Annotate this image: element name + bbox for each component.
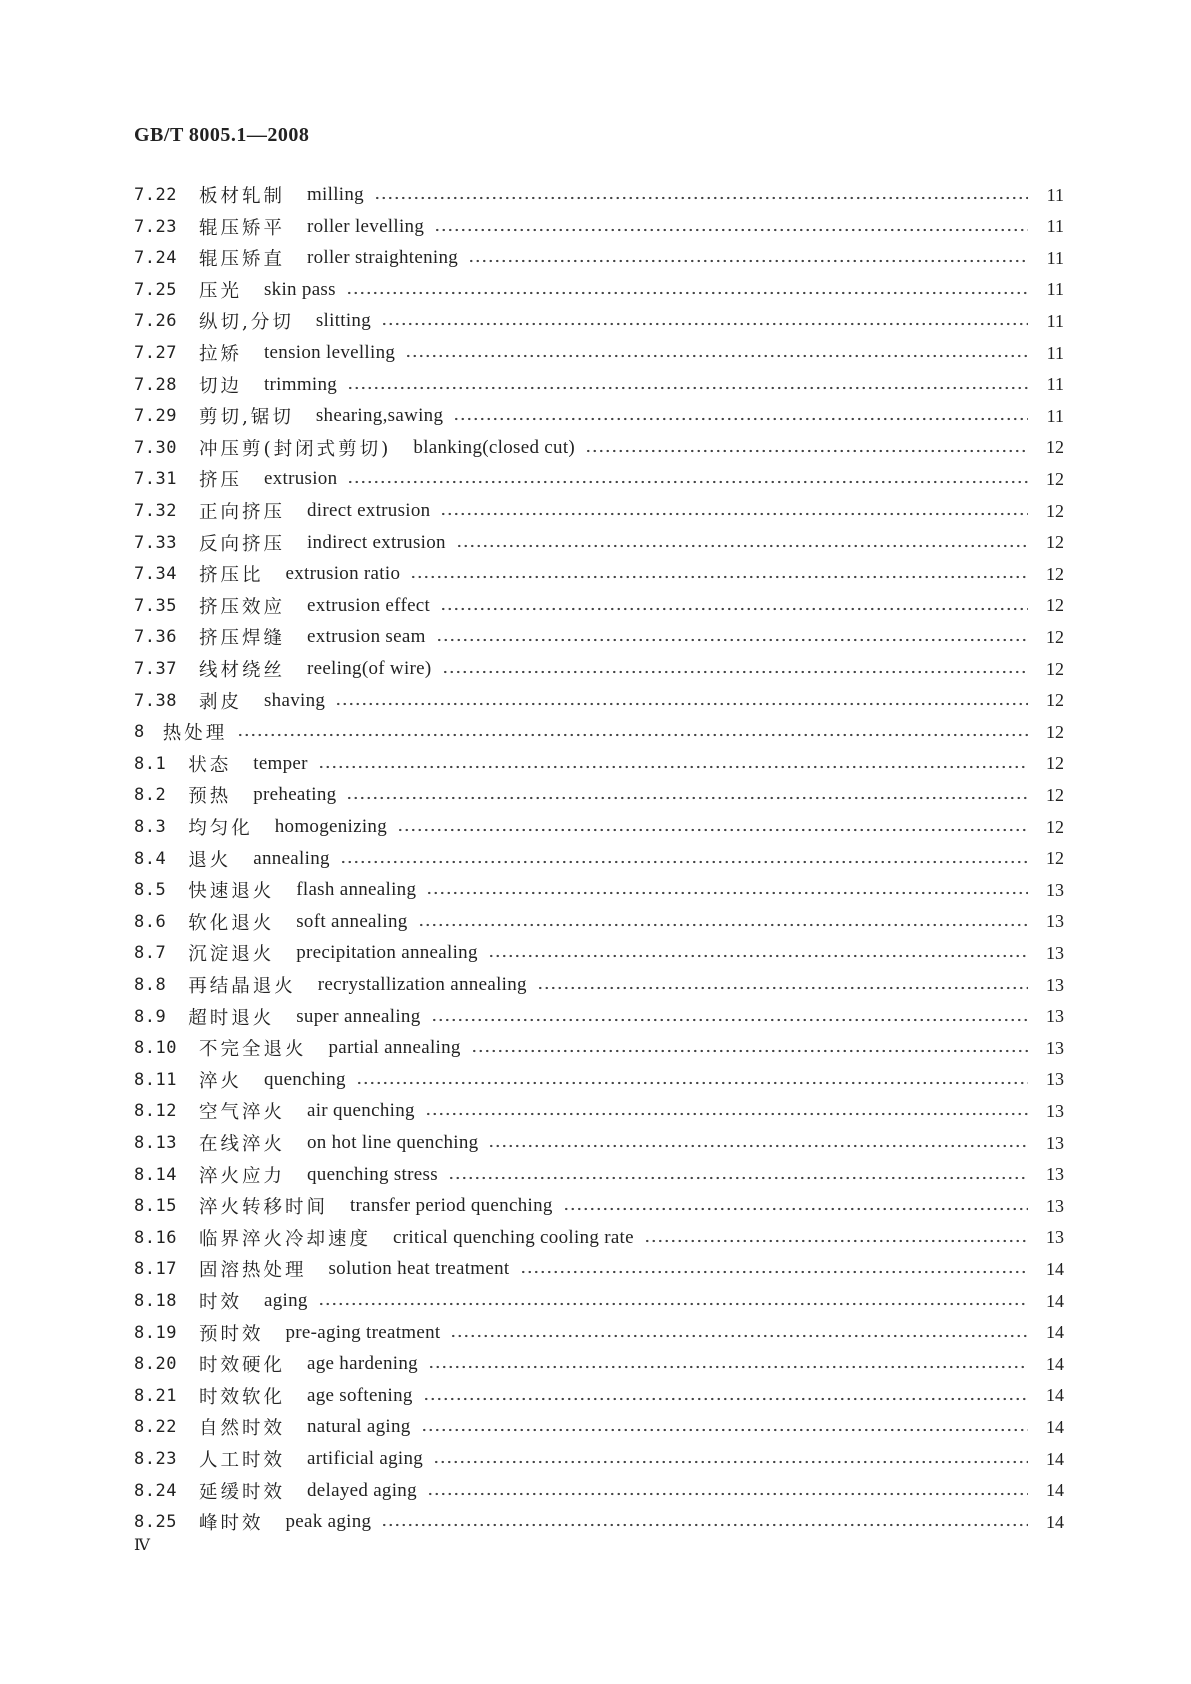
toc-page-number: 13 [1046,1227,1064,1248]
page-number: Ⅳ [134,1537,150,1554]
toc-page-number: 12 [1046,721,1064,742]
toc-clause-number: 7.35 [134,595,177,616]
toc-dot-leader [347,383,1028,393]
toc-chinese-term: 临界淬火冷却速度 [198,1228,371,1250]
toc-chinese-term: 淬火 [198,1070,242,1092]
toc-clause-number: 7.32 [134,501,177,521]
toc-dot-leader [418,920,1028,930]
toc-row [134,1476,1064,1506]
toc-chinese-term: 热处理 [162,723,228,745]
toc-english-term: precipitation annealing [296,942,478,964]
toc-clause-number: 8.17 [134,1259,177,1280]
toc-dot-leader [335,699,1028,709]
toc-clause-number: 8.1 [134,753,167,774]
toc-english-term: critical quenching cooling rate [392,1226,634,1248]
toc-row [134,433,1064,463]
toc-page-number: 12 [1046,626,1064,647]
toc-page-number: 14 [1046,1480,1064,1501]
toc-english-term: shaving [263,689,326,711]
toc-english-term: quenching [263,1068,346,1090]
toc-clause-number: 8.8 [134,975,167,995]
toc-english-term: solution heat treatment [328,1258,510,1280]
toc-dot-leader [318,762,1028,772]
toc-chinese-term: 挤压焊缝 [198,628,285,650]
toc-dot-leader [423,1394,1028,1404]
toc-english-term: peak aging [285,1511,372,1533]
toc-english-term: roller straightening [306,247,459,269]
toc-dot-leader [381,319,1028,329]
toc-clause-number: 8.22 [134,1417,177,1438]
toc-clause-number: 7.29 [134,406,177,427]
toc-english-term: aging [263,1290,308,1311]
toc-row [134,338,1064,368]
toc-page-number: 13 [1046,1069,1064,1090]
toc-english-term: pre-aging treatment [285,1321,441,1343]
toc-dot-leader [450,1331,1028,1341]
toc-clause-number: 8.15 [134,1196,177,1217]
toc-page-number: 13 [1046,1164,1064,1185]
toc-row [134,749,1064,779]
toc-dot-leader [537,983,1028,993]
toc-page-number: 12 [1046,753,1064,774]
toc-clause-number: 8.13 [134,1133,177,1153]
toc-english-term: direct extrusion [306,500,431,521]
toc-page-number: 12 [1046,595,1064,616]
toc-english-term: delayed aging [306,1479,417,1501]
toc-page-number: 13 [1046,1132,1064,1153]
toc-page-number: 12 [1046,532,1064,553]
toc-clause-number: 8.14 [134,1164,177,1185]
toc-english-term: flash annealing [296,879,417,901]
toc-clause-number: 7.22 [134,185,177,205]
toc-dot-leader [520,1267,1029,1277]
toc-clause-number: 8.23 [134,1449,177,1469]
toc-english-term: extrusion seam [306,626,426,648]
toc-page-number: 13 [1046,1195,1064,1216]
toc-english-term: extrusion ratio [285,563,401,585]
toc-row [134,1507,1064,1537]
toc-chinese-term: 纵切,分切 [198,312,294,334]
toc-clause-number: 7.25 [134,279,177,300]
toc-dot-leader [431,1015,1029,1025]
toc-clause-number: 7.36 [134,627,177,648]
toc-clause-number: 7.34 [134,564,177,585]
toc-row [134,780,1064,810]
toc-row [134,1160,1064,1190]
toc-chinese-term: 时效硬化 [198,1355,285,1377]
toc-page-number: 11 [1046,184,1064,205]
toc-dot-leader [425,1109,1028,1119]
toc-row [134,1381,1064,1411]
toc-clause-number: 8.3 [134,817,167,837]
toc-chinese-term: 剥皮 [198,691,242,713]
toc-clause-number: 8.12 [134,1101,177,1122]
toc-dot-leader [563,1204,1028,1214]
toc-chinese-term: 时效 [198,1292,242,1313]
toc-english-term: indirect extrusion [306,531,446,553]
toc-chinese-term: 切边 [198,375,242,397]
toc-row [134,212,1064,242]
toc-clause-number: 7.37 [134,659,177,679]
toc-chinese-term: 均匀化 [188,818,253,839]
toc-row [134,1286,1064,1316]
toc-clause-number: 8.18 [134,1291,177,1311]
toc-clause-number: 7.28 [134,374,177,395]
toc-chinese-term: 峰时效 [198,1513,264,1535]
toc-row [134,496,1064,526]
toc-chinese-term: 沉淀退火 [188,944,275,966]
toc-chinese-term: 超时退火 [188,1007,275,1029]
toc-chapter-row [134,717,1064,747]
toc-english-term: artificial aging [306,1448,424,1469]
toc-page-number: 12 [1046,658,1064,679]
toc-dot-leader [585,446,1028,456]
toc-english-term: transfer period quenching [349,1195,553,1217]
toc-page-number: 12 [1046,690,1064,711]
toc-chinese-term: 淬火转移时间 [198,1197,328,1219]
toc-dot-leader [347,477,1028,487]
toc-row [134,844,1064,874]
toc-row [134,970,1064,1000]
toc-chinese-term: 固溶热处理 [198,1260,307,1282]
toc-dot-leader [488,1141,1028,1151]
toc-row [134,180,1064,210]
toc-page-number: 11 [1046,342,1064,363]
toc-dot-leader [427,1489,1028,1499]
toc-dot-leader [318,1299,1028,1309]
toc-page-number: 11 [1046,216,1064,237]
toc-clause-number: 8.20 [134,1354,177,1375]
toc-clause-number: 8.4 [134,848,167,869]
toc-chinese-term: 状态 [188,754,232,776]
toc-chinese-term: 预热 [188,786,232,808]
toc-chinese-term: 辊压矫平 [198,217,285,239]
toc-chinese-term: 挤压 [198,470,242,492]
toc-page-number: 13 [1046,1037,1064,1058]
toc-dot-leader [381,1520,1028,1530]
toc-page-number: 13 [1046,1100,1064,1121]
toc-chinese-term: 压光 [198,280,242,302]
toc-row [134,1223,1064,1253]
toc-page-number: 12 [1046,500,1064,521]
toc-english-term: natural aging [306,1416,411,1438]
toc-clause-number: 8.10 [134,1038,177,1059]
toc-chinese-term: 快速退火 [188,881,275,903]
toc-dot-leader [436,635,1028,645]
toc-english-term: on hot line quenching [306,1132,479,1153]
toc-page-number: 11 [1046,374,1064,395]
toc-english-term: age softening [306,1384,413,1406]
toc-page-number: 14 [1046,1353,1064,1374]
toc-english-term: slitting [315,310,372,332]
toc-page-number: 13 [1046,1006,1064,1027]
toc-dot-leader [426,888,1028,898]
toc-page-number: 13 [1046,879,1064,900]
toc-dot-leader [346,288,1028,298]
toc-row [134,559,1064,589]
toc-chinese-term: 延缓时效 [198,1481,285,1503]
toc-row [134,591,1064,621]
toc-row [134,401,1064,431]
toc-page-number: 11 [1046,247,1064,268]
toc-clause-number: 7.24 [134,248,177,269]
toc-row [134,1002,1064,1032]
toc-page-number: 14 [1046,1416,1064,1437]
toc-page-number: 14 [1046,1258,1064,1279]
toc-row [134,1254,1064,1284]
standard-code-header: GB/T 8005.1—2008 [134,124,310,146]
toc-english-term: preheating [253,784,337,806]
toc-row [134,686,1064,716]
toc-row [134,1033,1064,1063]
toc-page-number: 12 [1046,816,1064,837]
toc-clause-number: 8.25 [134,1512,177,1533]
toc-chinese-term: 时效软化 [198,1386,285,1408]
toc-clause-number: 7.30 [134,437,177,458]
toc-row [134,1318,1064,1348]
toc-row [134,875,1064,905]
toc-page-number: 14 [1046,1290,1064,1311]
toc-english-term: homogenizing [274,816,388,837]
toc-clause-number: 8.9 [134,1006,167,1027]
toc-dot-leader [440,509,1028,519]
toc-chinese-term: 冲压剪(封闭式剪切) [198,438,392,460]
toc-chinese-term: 退火 [188,849,232,871]
toc-english-term: milling [306,184,364,205]
toc-dot-leader [374,193,1028,203]
toc-english-term: blanking(closed cut) [413,436,576,458]
toc-dot-leader [428,1362,1028,1372]
toc-row [134,528,1064,558]
toc-page-number: 13 [1046,974,1064,995]
toc-row [134,907,1064,937]
toc-clause-number: 8 [134,722,145,743]
toc-page-number: 12 [1046,563,1064,584]
toc-row [134,464,1064,494]
toc-row [134,1349,1064,1379]
toc-page-number: 13 [1046,911,1064,932]
toc-english-term: shearing,sawing [315,405,444,427]
toc-dot-leader [442,667,1028,677]
toc-row [134,938,1064,968]
toc-dot-leader [410,572,1028,582]
toc-english-term: recrystallization annealing [317,974,527,995]
toc-row [134,812,1064,842]
toc-row [134,1128,1064,1158]
toc-dot-leader [453,414,1028,424]
toc-chinese-term: 反向挤压 [198,533,285,555]
toc-row [134,654,1064,684]
toc-english-term: reeling(of wire) [306,658,432,679]
toc-chinese-term: 拉矫 [198,344,242,365]
toc-chinese-term: 人工时效 [198,1450,285,1471]
toc-english-term: super annealing [296,1005,421,1027]
toc-row [134,622,1064,652]
toc-dot-leader [434,225,1028,235]
toc-clause-number: 7.23 [134,216,177,237]
toc-page-number: 14 [1046,1385,1064,1406]
toc-english-term: partial annealing [328,1037,461,1059]
toc-page-number: 14 [1046,1448,1064,1469]
toc-clause-number: 8.2 [134,785,167,806]
toc-page-number: 11 [1046,279,1064,300]
toc-dot-leader [471,1046,1028,1056]
toc-dot-leader [448,1173,1028,1183]
toc-clause-number: 8.16 [134,1227,177,1248]
toc-page-number: 11 [1046,310,1064,331]
toc-english-term: annealing [253,847,330,869]
toc-chinese-term: 再结晶退火 [188,976,296,997]
toc-dot-leader [488,951,1028,961]
toc-chinese-term: 辊压矫直 [198,249,285,271]
toc-chinese-term: 空气淬火 [198,1102,285,1124]
toc-clause-number: 7.27 [134,343,177,363]
toc-chinese-term: 正向挤压 [198,502,285,523]
toc-clause-number: 8.24 [134,1480,177,1501]
toc-chinese-term: 线材绕丝 [198,660,285,681]
toc-clause-number: 8.19 [134,1322,177,1343]
toc-clause-number: 7.33 [134,532,177,553]
toc-page-number: 12 [1046,784,1064,805]
toc-dot-leader [468,256,1028,266]
toc-row [134,306,1064,336]
toc-chinese-term: 挤压效应 [198,596,285,618]
toc-dot-leader [456,541,1028,551]
toc-chinese-term: 淬火应力 [198,1165,285,1187]
toc-chinese-term: 板材轧制 [198,186,285,207]
toc-dot-leader [440,604,1028,614]
toc-row [134,1444,1064,1474]
toc-chinese-term: 剪切,锯切 [198,407,294,429]
toc-chinese-term: 软化退火 [188,912,275,934]
toc-page-number: 12 [1046,468,1064,489]
toc-chinese-term: 挤压比 [198,565,264,587]
toc-row [134,275,1064,305]
toc-row [134,1191,1064,1221]
toc-clause-number: 8.11 [134,1069,177,1090]
toc-english-term: trimming [263,373,338,395]
toc-dot-leader [397,825,1028,835]
toc-clause-number: 8.21 [134,1385,177,1406]
toc-row [134,1096,1064,1126]
toc-dot-leader [433,1457,1028,1467]
toc-page-number: 13 [1046,942,1064,963]
toc-english-term: quenching stress [306,1163,438,1185]
toc-english-term: temper [253,752,308,774]
toc-dot-leader [356,1078,1028,1088]
toc-row [134,1412,1064,1442]
toc-row [134,370,1064,400]
toc-row [134,1065,1064,1095]
toc-clause-number: 8.7 [134,943,167,964]
toc-page-number: 11 [1046,405,1064,426]
toc-dot-leader [405,351,1028,361]
toc-chinese-term: 在线淬火 [198,1134,285,1155]
toc-dot-leader [421,1425,1028,1435]
toc-english-term: skin pass [263,278,336,300]
toc-clause-number: 7.26 [134,311,177,332]
toc-dot-leader [346,793,1028,803]
toc-chinese-term: 不完全退火 [198,1039,307,1061]
toc-english-term: tension levelling [263,342,396,363]
toc-row [134,243,1064,273]
toc-page-number: 12 [1046,848,1064,869]
toc-page-number: 14 [1046,1322,1064,1343]
toc-clause-number: 7.38 [134,690,177,711]
toc-dot-leader [237,730,1028,740]
toc-dot-leader [340,857,1028,867]
toc-english-term: soft annealing [296,910,408,932]
toc-english-term: age hardening [306,1353,418,1375]
toc-clause-number: 7.31 [134,469,177,490]
toc-english-term: extrusion effect [306,594,431,616]
toc-english-term: air quenching [306,1100,415,1122]
toc-clause-number: 8.6 [134,911,167,932]
toc-chinese-term: 自然时效 [198,1418,285,1440]
toc-clause-number: 8.5 [134,880,167,901]
toc-english-term: extrusion [263,468,338,490]
toc-chinese-term: 预时效 [198,1323,264,1345]
toc-english-term: roller levelling [306,215,425,237]
toc-dot-leader [644,1236,1028,1246]
toc-page-number: 14 [1046,1511,1064,1532]
toc-page-number: 12 [1046,437,1064,458]
